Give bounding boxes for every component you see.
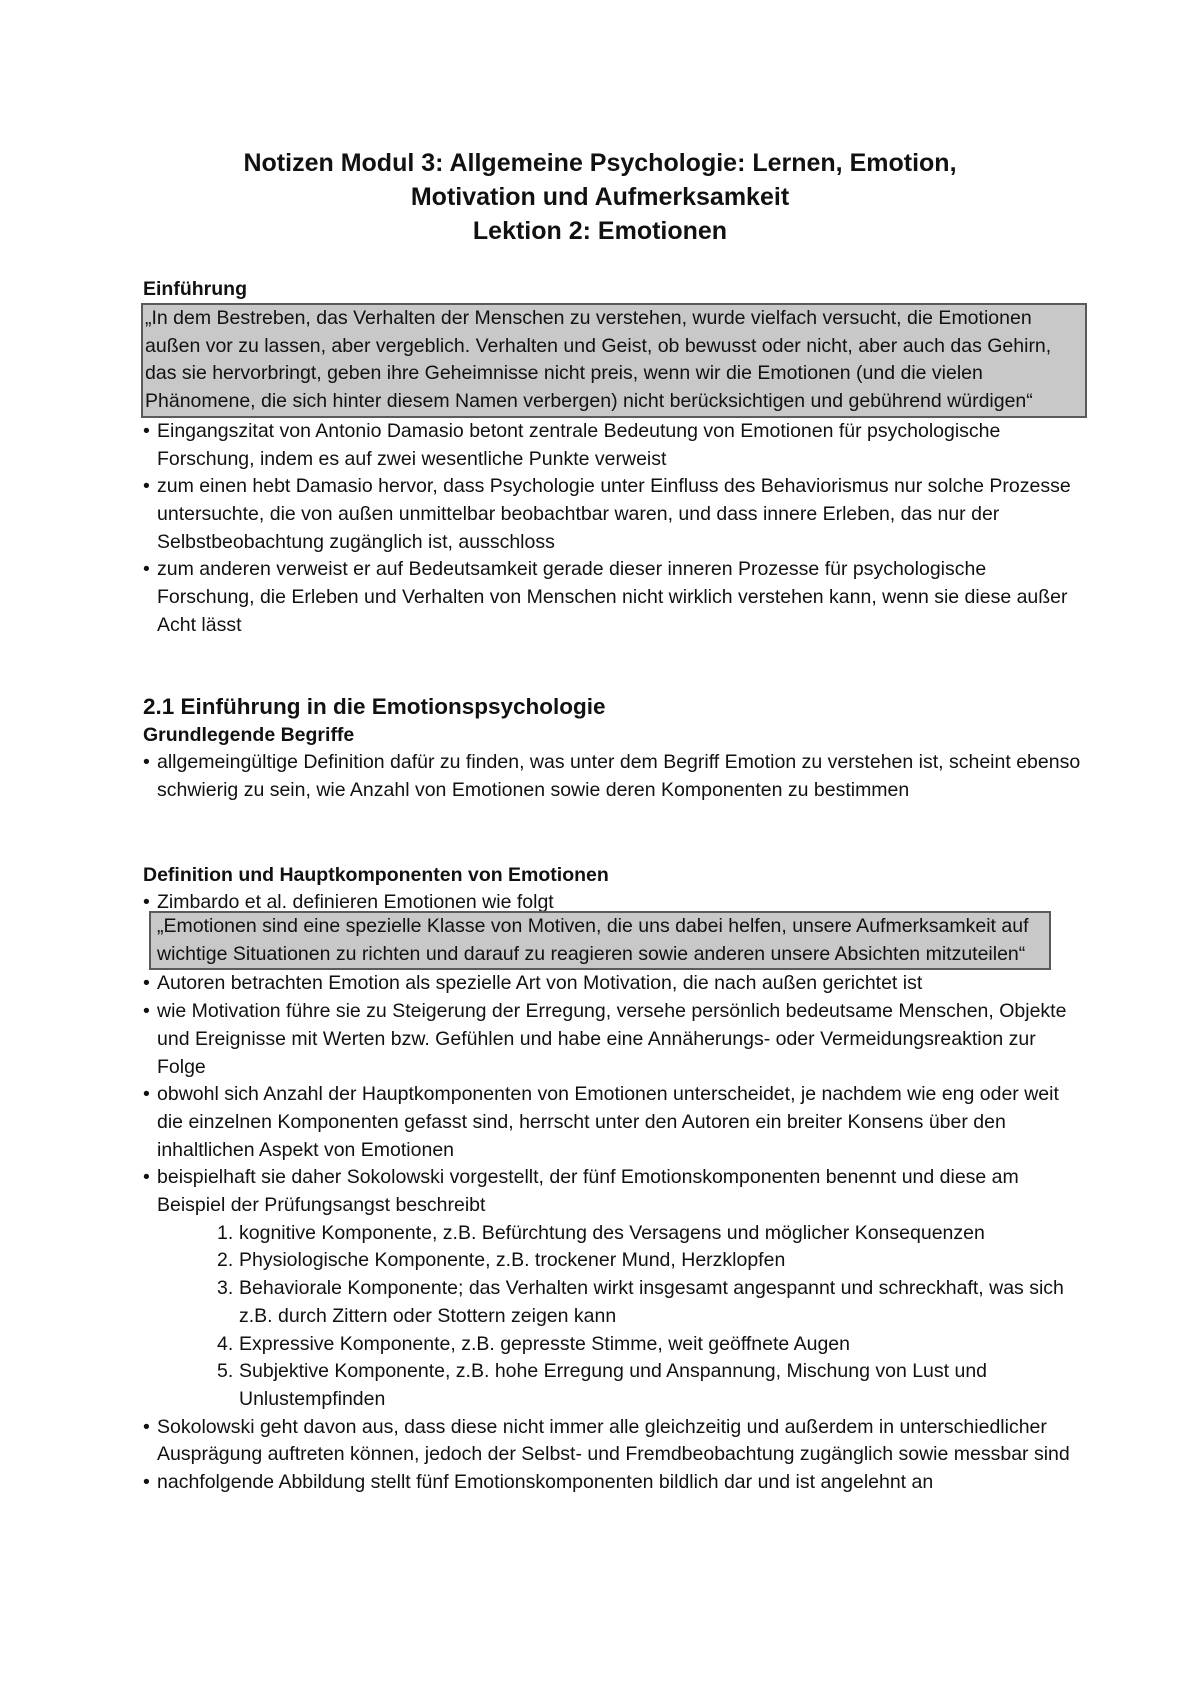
list-item-text: kognitive Komponente, z.B. Befürchtung des Versagens und möglicher Konsequenzen bbox=[239, 1221, 985, 1244]
list-item-text: Expressive Komponente, z.B. gepresste Stimme, weit geöffnete Augen bbox=[239, 1332, 850, 1355]
definition-heading: Definition und Hauptkomponenten von Emotionen bbox=[143, 864, 609, 886]
emotion-components-list bbox=[143, 1220, 1083, 1414]
list-item: • zum anderen verweist er auf Bedeutsamkeit gerade dieser inneren Prozesse für psychologische Forschung, die Erleben und Verhalten von Menschen nicht wirklich verstehen kann, wenn sie diese außer Acht lässt bbox=[143, 556, 1083, 639]
intro-heading: Einführung bbox=[143, 278, 247, 300]
list-item: • Autoren betrachten Emotion als spezielle Art von Motivation, die nach außen gerichtet ist bbox=[143, 970, 1083, 998]
list-item-text: Subjektive Komponente, z.B. hohe Erregung und Anspannung, Mischung von Lust und Unlustempfinden bbox=[239, 1360, 988, 1410]
document-title-line-2: Motivation und Aufmerksamkeit bbox=[410, 183, 790, 211]
list-item: • wie Motivation führe sie zu Steigerung der Erregung, versehe persönlich bedeutsame Menschen, Objekte und Ereignisse mit Werten bzw. Gefühlen und habe eine Annäherungs- oder Vermeidungsreaktion zur Folge bbox=[143, 998, 1083, 1081]
list-number: 3. bbox=[217, 1277, 234, 1300]
definition-bullet-list-after bbox=[143, 1414, 1083, 1497]
list-number: 2. bbox=[217, 1249, 234, 1272]
list-item bbox=[143, 1331, 1083, 1359]
list-item bbox=[143, 1247, 1083, 1275]
lesson-title: Lektion 2: Emotionen bbox=[472, 217, 728, 245]
list-item-text: Behaviorale Komponente; das Verhalten wirkt insgesamt angespannt und schreckhaft, was sich z.B. durch Zittern oder Stottern zeigen kann bbox=[239, 1277, 1064, 1327]
list-item bbox=[143, 1275, 1083, 1330]
list-item: • obwohl sich Anzahl der Hauptkomponenten von Emotionen unterscheidet, je nachdem wie eng oder weit die einzelnen Komponenten gefasst sind, herrscht unter den Autoren ein breiter Konsens über den inhaltlichen Aspekt von Emotionen bbox=[143, 1081, 1083, 1164]
list-item-text: Physiologische Komponente, z.B. trockener Mund, Herzklopfen bbox=[239, 1249, 786, 1272]
intro-section bbox=[143, 276, 1083, 639]
list-number: 4. bbox=[217, 1332, 234, 1355]
list-item bbox=[143, 1220, 1083, 1248]
list-item: • beispielhaft sie daher Sokolowski vorgestellt, der fünf Emotionskomponenten benennt und diese am Beispiel der Prüfungsangst beschreibt bbox=[143, 1164, 1083, 1219]
section-2-1-bullet-list bbox=[143, 749, 1083, 804]
list-number: 1. bbox=[217, 1221, 234, 1244]
definition-section bbox=[143, 862, 1083, 1497]
list-number: 5. bbox=[217, 1360, 234, 1383]
intro-bullet-list bbox=[143, 418, 1083, 640]
section-2-1 bbox=[143, 692, 1083, 804]
list-item: • zum einen hebt Damasio hervor, dass Psychologie unter Einfluss des Behaviorismus nur solche Prozesse untersuchte, die von außen unmittelbar beobachtbar waren, und dass innere Erleben, das nur der Selbstbeobachtung zugänglich ist, ausschloss bbox=[143, 473, 1083, 556]
list-item: • Eingangszitat von Antonio Damasio betont zentrale Bedeutung von Emotionen für psychologische Forschung, indem es auf zwei wesentliche Punkte verweist bbox=[143, 418, 1083, 473]
list-item: • Sokolowski geht davon aus, dass diese nicht immer alle gleichzeitig und außerdem in unterschiedlicher Ausprägung auftreten können, jedoch der Selbst- und Fremdbeobachtung zugänglich sowie messbar sind bbox=[143, 1414, 1083, 1469]
list-item: • nachfolgende Abbildung stellt fünf Emotionskomponenten bildlich dar und ist angelehnt an bbox=[143, 1469, 1083, 1497]
section-2-1-subheading: Grundlegende Begriffe bbox=[143, 724, 355, 746]
definition-intro-list bbox=[143, 889, 1083, 911]
definition-bullet-list bbox=[143, 970, 1083, 1219]
list-item: • allgemeingültige Definition dafür zu finden, was unter dem Begriff Emotion zu verstehen ist, scheint ebenso schwierig zu sein, wie Anzahl von Emotionen sowie deren Komponenten zu bestimmen bbox=[143, 749, 1083, 804]
intro-quote-box: „In dem Bestreben, das Verhalten der Menschen zu verstehen, wurde vielfach versucht, die Emotionen außen vor zu lassen, aber vergeblich. Verhalten und Geist, ob bewusst oder nicht, aber auch das Gehirn, das sie hervorbringt, geben ihre Geheimnisse nicht preis, wenn wir die Emotionen (und die vielen Phänomene, die sich hinter diesem Namen verbergen) nicht berücksichtigen und gebührend würdigen“ bbox=[141, 303, 1087, 418]
document-title-line-1: Notizen Modul 3: Allgemeine Psychologie: Lernen, Emotion, bbox=[243, 149, 957, 177]
section-2-1-heading: 2.1 Einführung in die Emotionspsychologie bbox=[143, 694, 606, 719]
definition-quote-box: „Emotionen sind eine spezielle Klasse von Motiven, die uns dabei helfen, unsere Aufmerksamkeit auf wichtige Situationen zu richten und darauf zu reagieren sowie anderen unsere Absichten mitzuteilen“ bbox=[149, 911, 1051, 970]
list-item: • Zimbardo et al. definieren Emotionen wie folgt bbox=[143, 889, 1083, 911]
list-item bbox=[143, 1358, 1083, 1413]
